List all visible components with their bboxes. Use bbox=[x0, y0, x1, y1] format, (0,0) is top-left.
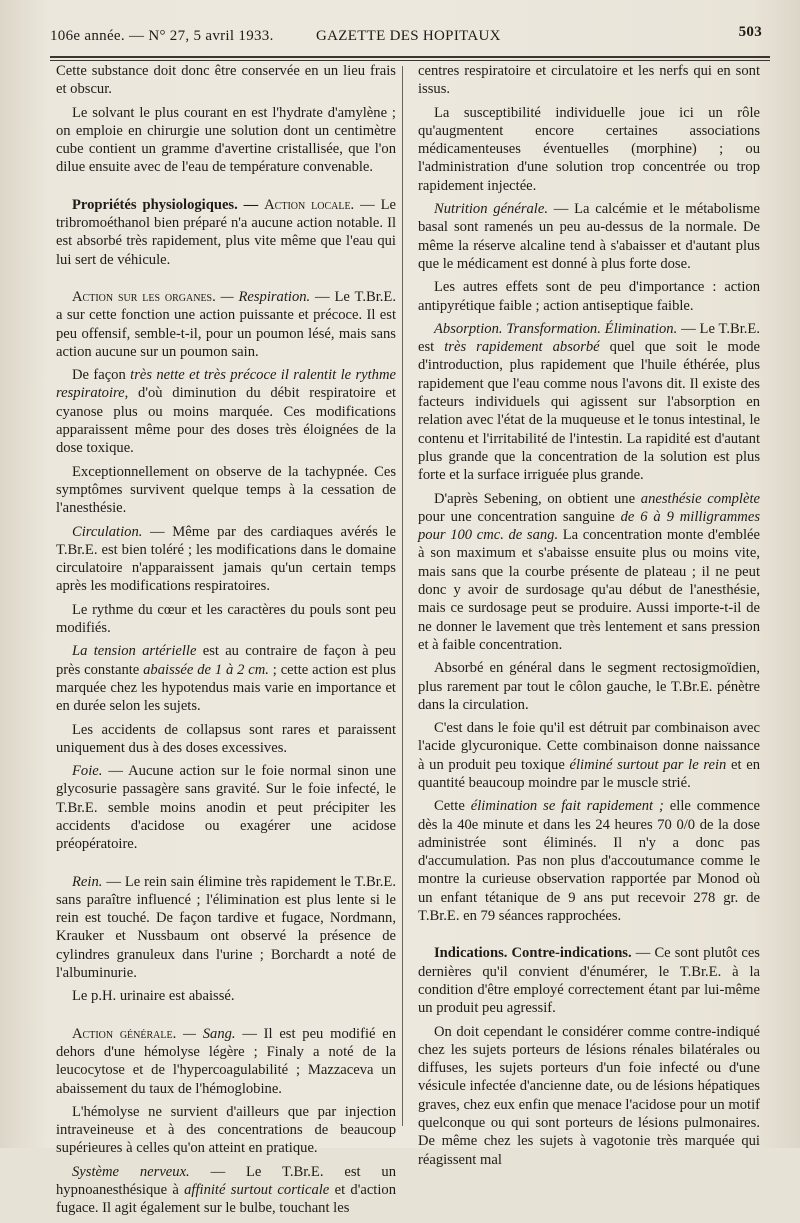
paragraph bbox=[56, 1103, 396, 1158]
paragraph bbox=[418, 659, 760, 714]
paragraph-text: Cette substance doit donc être conservée en un lieu frais et obscur. bbox=[56, 63, 396, 98]
subsection-heading: — Sang. bbox=[176, 1025, 236, 1042]
paragraph bbox=[56, 721, 396, 758]
paragraph-text: Cette bbox=[434, 798, 471, 815]
paragraph-gap bbox=[56, 182, 396, 196]
paragraph-text: et en quantité beaucoup moindre par le muscle strié. bbox=[418, 756, 760, 791]
paragraph bbox=[418, 944, 760, 1017]
paragraph-text: — La calcémie et le métabolisme basal sont ramenés un peu au-dessus de la normale. De même la réserve alcaline tend à s'abaisser et d'autant plus que le médicament est donné à plus forte dose. bbox=[418, 201, 760, 272]
emphasis-text: très rapidement absorbé bbox=[444, 339, 600, 356]
paragraph bbox=[418, 62, 760, 99]
paragraph bbox=[56, 104, 396, 177]
paragraph-gap bbox=[56, 274, 396, 288]
paragraph-text: Le rythme du cœur et les caractères du pouls sont peu modifiés. bbox=[56, 601, 396, 637]
paragraph-text: est au contraire de façon à peu près constante bbox=[56, 643, 396, 678]
section-heading: Propriétés physiologiques. — bbox=[72, 196, 265, 213]
section-heading: Action sur les organes. bbox=[72, 288, 216, 305]
paragraph-text: Exceptionnellement on observe de la tachypnée. Ces symptômes survivent quelque temps à la cessation de l'anesthésie. bbox=[56, 463, 396, 517]
paragraph bbox=[418, 797, 760, 925]
paragraph bbox=[418, 320, 760, 485]
left-column bbox=[56, 62, 396, 1223]
paragraph-text: pour une concentration sanguine bbox=[418, 508, 621, 525]
paragraph bbox=[418, 200, 760, 273]
column-divider bbox=[402, 66, 403, 1126]
paragraph-text: Absorbé en général dans le segment rectosigmoïdien, plus rarement par tout le côlon gauche, le T.Br.E. pénètre dans la circulation. bbox=[418, 660, 760, 713]
paragraph bbox=[56, 601, 396, 638]
journal-title: GAZETTE DES HOPITAUX bbox=[316, 28, 501, 44]
page-number: 503 bbox=[738, 24, 762, 40]
paragraph-text: — Le T.Br.E. a sur cette fonction une action puissante et précoce. Il est peu offensif, semble-t-il, pour un poumon lésé, mais sans action aucune sur un poumon sain. bbox=[56, 288, 396, 360]
header-rule-thin bbox=[50, 60, 770, 61]
paragraph-text: Le p.H. urinaire est abaissé. bbox=[72, 988, 235, 1005]
emphasis-text: élimination se fait rapidement ; bbox=[470, 798, 664, 815]
paragraph-gap bbox=[56, 1011, 396, 1025]
section-heading: La tension artérielle bbox=[72, 643, 197, 660]
paragraph bbox=[56, 1025, 396, 1098]
paragraph bbox=[418, 278, 760, 315]
paragraph-text: Le solvant le plus courant en est l'hydrate d'amylène ; on emploie en chirurgie une solution dont un centimètre cube contient un gramme d'avertine cristallisée, que l'on dilue ensuite avec de l'eau de température convenable. bbox=[56, 104, 396, 176]
paragraph bbox=[418, 1023, 760, 1169]
paragraph bbox=[56, 1163, 396, 1218]
paragraph-text: — Le T.Br.E. est un hypnoanesthésique à bbox=[56, 1163, 397, 1199]
paragraph-text: — Même par des cardiaques avérés le T.Br.E. est bien toléré ; les modifications dans le domaine circulatoire n'apparaissent jamais qu'un certain temps après les modifications respiratoires. bbox=[56, 523, 396, 595]
subsection-heading: Action locale. bbox=[264, 196, 355, 213]
right-column bbox=[418, 62, 760, 1174]
paragraph-gap bbox=[56, 859, 396, 873]
paragraph-text: et d'action fugace. Il agit également sur le bulbe, touchant les bbox=[56, 1182, 397, 1217]
section-heading: Circulation. bbox=[72, 523, 143, 540]
emphasis-text: de 6 à 9 milligrammes pour 100 cmc. de sang. bbox=[418, 508, 760, 544]
paragraph bbox=[56, 762, 396, 853]
paragraph bbox=[418, 490, 760, 655]
paragraph-text: ; cette action est plus marquée chez les hypotendus mais varie en importance et en durée selon les sujets. bbox=[56, 661, 396, 715]
emphasis-text: très nette et très précoce il ralentit le rythme respiratoire bbox=[56, 367, 396, 402]
paragraph-text: Les accidents de collapsus sont rares et paraissent uniquement dus à des doses excessives. bbox=[56, 721, 396, 756]
paragraph-text: Les autres effets sont de peu d'importance : action antipyrétique faible ; action antiseptique faible. bbox=[418, 279, 760, 314]
paragraph-text: , d'où diminution du débit respiratoire et cyanose plus ou moins marquée. Ces modifications apparaissent même pour des doses très éloignées de la dose toxique. bbox=[56, 385, 396, 457]
paragraph bbox=[56, 873, 396, 983]
paragraph-text: La susceptibilité individuelle joue ici un rôle qu'augmentent encore certaines associations médicamenteuses éventuelles (morphine) ; ou l'administration d'une solution trop concentrée ou trop rapidement injectée. bbox=[418, 104, 760, 194]
paragraph-text: — Le T.Br.E. est bbox=[418, 320, 760, 356]
header-rule bbox=[50, 56, 770, 58]
paragraph bbox=[56, 642, 396, 715]
paragraph bbox=[56, 288, 396, 361]
paragraph-text: — Ce sont plutôt ces dernières qu'il convient d'énumérer, le T.Br.E. à la condition d'être employé correctement étant par lui-même un produit peu agressif. bbox=[418, 945, 760, 1017]
section-heading: Absorption. Transformation. Élimination. bbox=[434, 320, 678, 337]
subsection-heading: — Respiration. bbox=[215, 288, 311, 305]
paragraph bbox=[56, 463, 396, 518]
section-heading: Foie. bbox=[72, 763, 103, 780]
paragraph-text: centres respiratoire et circulatoire et les nerfs qui en sont issus. bbox=[418, 63, 760, 98]
paragraph-text: — Il est peu modifié en dehors d'une hémolyse légère ; Finaly a noté de la leucocytose et de l'hypercoagulabilité ; Mazzaceva un abaissement du taux de l'hémoglobine. bbox=[56, 1025, 396, 1097]
issue-info: 106e année. — N° 27, 5 avril 1933. bbox=[50, 28, 274, 44]
paragraph-text: C'est dans le foie qu'il est détruit par combinaison avec l'acide glycuronique. Cette combinaison donne naissance à un produit peu toxique bbox=[418, 720, 760, 773]
paragraph bbox=[56, 366, 396, 457]
section-heading: Action générale. bbox=[72, 1025, 177, 1042]
emphasis-text: anesthésie complète bbox=[640, 490, 760, 507]
paragraph-text: — Aucune action sur le foie normal sinon une glycosurie passagère sans gravité. Sur le foie infecté, le T.Br.E. semble moins anodin et peut précipiter les accidents d'acidose ou exagérer une acidose préopératoire. bbox=[56, 763, 396, 853]
emphasis-text: affinité surtout corticale bbox=[184, 1182, 330, 1199]
paragraph bbox=[418, 719, 760, 792]
paragraph bbox=[56, 196, 396, 269]
section-heading: Système nerveux. bbox=[72, 1163, 190, 1180]
paragraph-text: quel que soit le mode d'introduction, plus rapidement que l'huile éthérée, plus rapidement que l'eau comme nous l'avons dit. Il existe des facteurs individuels qui agissent sur l'absorption en relation avec l'état de la muqueuse et le tonus intestinal, le contenu et l'irritabilité de l'intestin. La rapidité est d'autant plus grande que la concentration de la solution est plus forte et la surface irriguée plus grande. bbox=[418, 339, 760, 484]
page-header bbox=[50, 24, 764, 54]
paragraph-text: L'hémolyse ne survient d'ailleurs que par injection intraveineuse et à des concentrations de beaucoup supérieures à celles qu'on atteint en pratique. bbox=[56, 1103, 396, 1157]
paragraph-text: D'après Sebening, on obtient une bbox=[434, 490, 641, 507]
paragraph-text: — Le rein sain élimine très rapidement le T.Br.E. sans paraître influencé ; l'élimination est plus lente si le rein est touché. De façon tardive et fugace, Nordmann, Krauker et Nussbaum ont observé la présence de cylindres granuleux dans l'urine ; Borchardt a noté de l'albuminurie. bbox=[56, 873, 396, 982]
paragraph-gap bbox=[418, 930, 760, 944]
paragraph-text: elle commence dès la 40e minute et dans les 24 heures 70 0/0 de la dose administrée sont éliminés. Il n'y a donc pas d'accumulation. Pas non plus d'accoutumance comme le montre la curieuse observation rapportée par Monod où un enfant tétanique de 9 ans put recevoir 278 gr. de T.Br.E. en 79 séances rapprochées. bbox=[418, 798, 760, 925]
paragraph bbox=[56, 62, 396, 99]
section-heading: Rein. bbox=[72, 873, 103, 890]
emphasis-text: éliminé surtout par le rein bbox=[569, 756, 727, 773]
paragraph-text: La concentration monte d'emblée à son maximum et s'abaisse ensuite plus ou moins vite, mais sans que la courbe présente de plateau ; il ne peut donc y avoir de surdosage qu'au début de l'anesthésie, mais ce surdosage peut se produire. Aussi importe-t-il de ne donner le lavement que très lentement et sans pression et à faible concentration. bbox=[418, 527, 760, 653]
paragraph bbox=[418, 104, 760, 195]
section-heading: Nutrition générale. bbox=[434, 201, 548, 218]
section-heading: Indications. Contre-indications. bbox=[434, 945, 632, 962]
paragraph-text: De façon bbox=[72, 367, 131, 384]
paragraph bbox=[56, 523, 396, 596]
paragraph-text: On doit cependant le considérer comme contre-indiqué chez les sujets porteurs de lésions rénales bilatérales ou diffuses, les sujets porteurs d'un foie infecté ou d'une vésicule infectée d'ancienne date, ou de lésions hépatiques graves, chez eux enfin que menace l'acidose pour un motif quelconque ou qui sont porteurs de lésions pulmonaires. De même chez les sujets à vagotonie très marquée qui réagissent mal bbox=[418, 1023, 760, 1168]
paragraph-text: — Le tribromoéthanol bien préparé n'a aucune action notable. Il est absorbé très rapidement, plus vite même que l'eau qui lui sert de véhicule. bbox=[56, 196, 396, 268]
emphasis-text: abaissée de 1 à 2 cm. bbox=[143, 661, 269, 678]
paragraph bbox=[56, 987, 396, 1005]
